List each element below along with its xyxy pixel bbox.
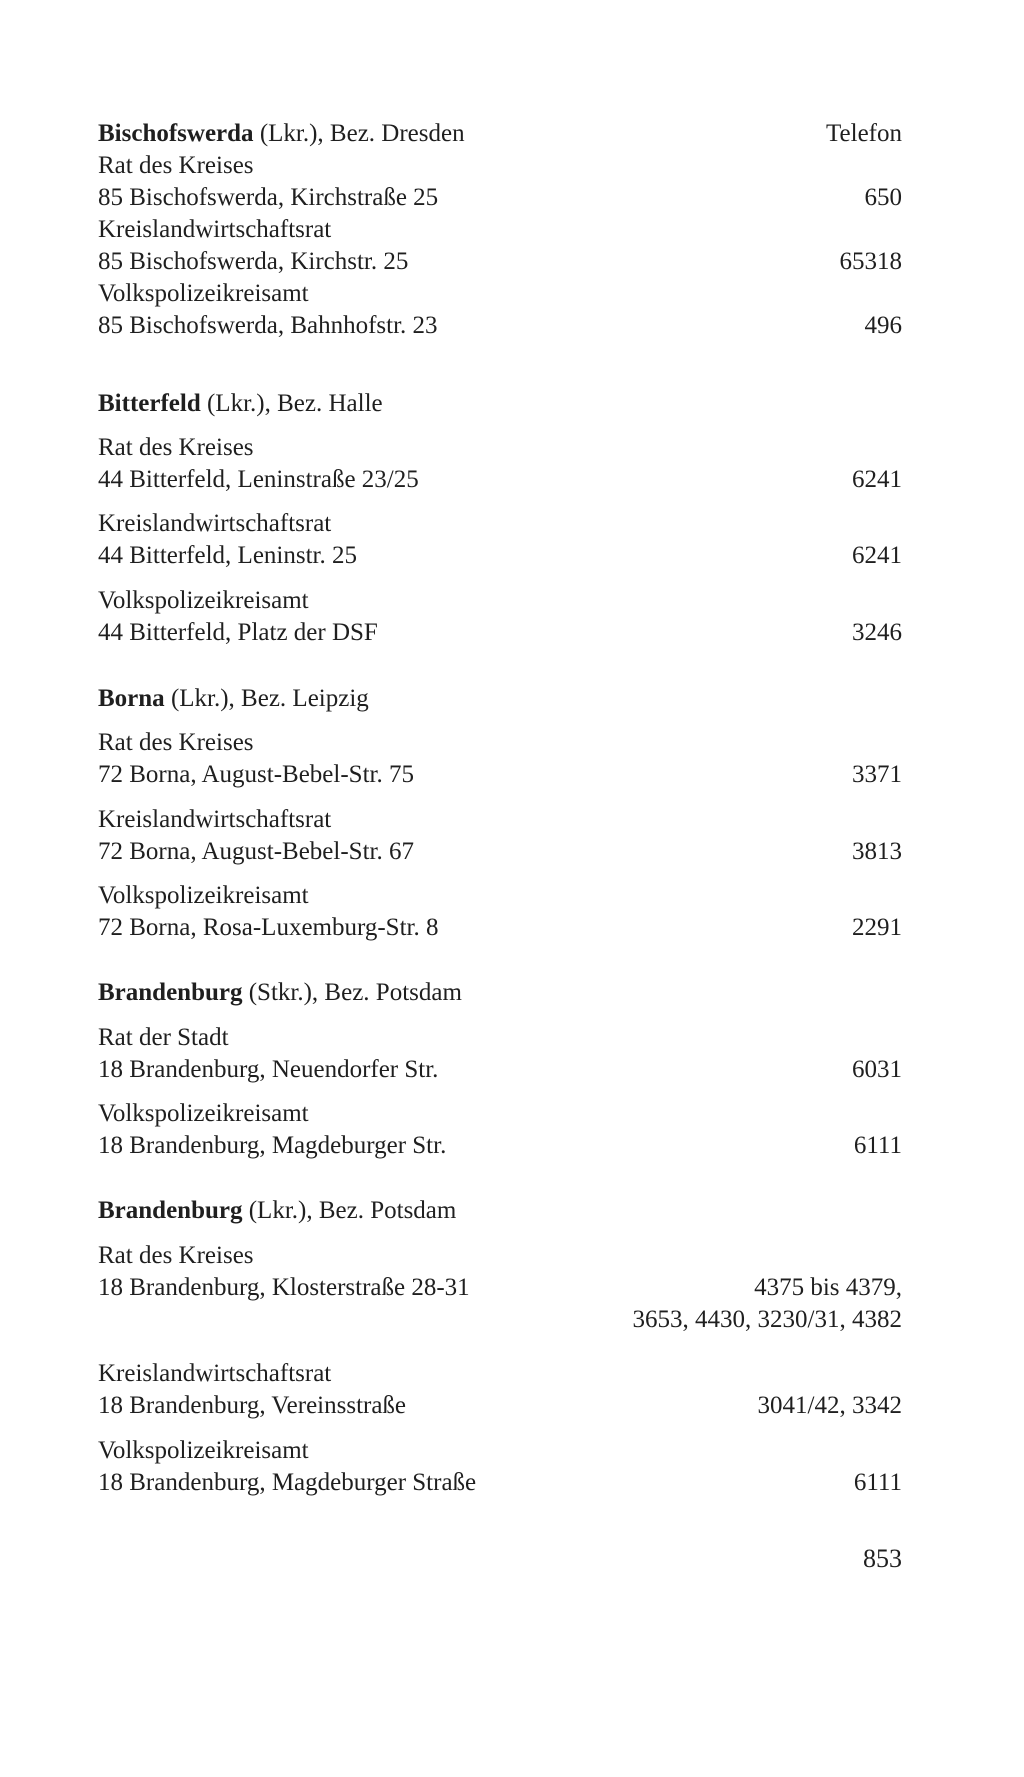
- office-row: [98, 617, 902, 649]
- office-phone: 2291: [852, 914, 902, 941]
- office-phone: 3371: [852, 761, 902, 788]
- office-row: [98, 1390, 902, 1422]
- office-address: 44 Bitterfeld, Leninstr. 25: [98, 542, 357, 569]
- office-address: 18 Brandenburg, Vereinsstraße: [98, 1392, 407, 1419]
- office-phone-continued: 3653, 4430, 3230/31, 4382: [632, 1306, 902, 1333]
- office-phone: 650: [864, 184, 902, 211]
- office-row: [98, 1467, 902, 1499]
- office-phone: 3813: [852, 838, 902, 865]
- district-name: Brandenburg: [98, 979, 243, 1006]
- office-row: [98, 1272, 902, 1304]
- district-name: Bitterfeld: [98, 390, 201, 417]
- district-heading: [98, 683, 902, 715]
- office-phone: 6031: [852, 1056, 902, 1083]
- office-row-continued: [98, 1304, 902, 1336]
- office-phone: 3246: [852, 619, 902, 646]
- office-org: Kreislandwirtschaftsrat: [98, 1360, 332, 1387]
- office-row: [98, 310, 902, 342]
- district-heading: [98, 118, 902, 150]
- office-address: 72 Borna, August-Bebel-Str. 67: [98, 838, 414, 865]
- office-row: [98, 540, 902, 572]
- office-address: 85 Bischofswerda, Kirchstr. 25: [98, 248, 409, 275]
- office-address: 72 Borna, Rosa-Luxemburg-Str. 8: [98, 914, 439, 941]
- office-org: Kreislandwirtschaftsrat: [98, 510, 332, 537]
- telefon-column-label: Telefon: [826, 120, 902, 147]
- office-row: [98, 759, 902, 791]
- office-phone: 6241: [852, 542, 902, 569]
- office-phone: 496: [864, 312, 902, 339]
- page-number: 853: [863, 1544, 902, 1573]
- office-row: [98, 464, 902, 496]
- office-org: Volkspolizeikreisamt: [98, 1100, 309, 1127]
- office-org: Kreislandwirtschaftsrat: [98, 806, 332, 833]
- office-address: 85 Bischofswerda, Kirchstraße 25: [98, 184, 439, 211]
- office-phone: 6111: [853, 1132, 902, 1159]
- office-org: Rat des Kreises: [98, 434, 254, 461]
- office-row: [98, 1130, 902, 1162]
- office-row: [98, 246, 902, 278]
- district-heading: [98, 977, 902, 1009]
- office-org: Volkspolizeikreisamt: [98, 587, 309, 614]
- directory-page: [98, 0, 902, 1777]
- district-suffix: (Stkr.), Bez. Potsdam: [242, 979, 462, 1006]
- district-name: Brandenburg: [98, 1197, 243, 1224]
- district-suffix: (Lkr.), Bez. Halle: [200, 390, 383, 417]
- office-phone: 6241: [852, 466, 902, 493]
- office-address: 85 Bischofswerda, Bahnhofstr. 23: [98, 312, 438, 339]
- office-phone: 6111: [853, 1469, 902, 1496]
- office-row: [98, 836, 902, 868]
- district-suffix: (Lkr.), Bez. Leipzig: [164, 685, 369, 712]
- office-org: Rat der Stadt: [98, 1024, 229, 1051]
- office-row: [98, 912, 902, 944]
- district-suffix: (Lkr.), Bez. Dresden: [253, 120, 465, 147]
- district-suffix: (Lkr.), Bez. Potsdam: [242, 1197, 457, 1224]
- office-row: [98, 182, 902, 214]
- district-heading: [98, 388, 902, 420]
- office-address: 44 Bitterfeld, Platz der DSF: [98, 619, 378, 646]
- office-org: Kreislandwirtschaftsrat: [98, 216, 332, 243]
- office-org: Rat des Kreises: [98, 729, 254, 756]
- office-address: 72 Borna, August-Bebel-Str. 75: [98, 761, 414, 788]
- office-address: 18 Brandenburg, Magdeburger Str.: [98, 1132, 447, 1159]
- district-name: Bischofswerda: [98, 120, 254, 147]
- office-org: Rat des Kreises: [98, 152, 254, 179]
- office-org: Volkspolizeikreisamt: [98, 280, 309, 307]
- office-address: 18 Brandenburg, Magdeburger Straße: [98, 1469, 477, 1496]
- office-phone: 4375 bis 4379,: [754, 1274, 902, 1301]
- office-address: 18 Brandenburg, Klosterstraße 28-31: [98, 1274, 470, 1301]
- office-phone: 3041/42, 3342: [757, 1392, 902, 1419]
- office-org: Rat des Kreises: [98, 1242, 254, 1269]
- office-org: Volkspolizeikreisamt: [98, 882, 309, 909]
- district-name: Borna: [98, 685, 165, 712]
- office-phone: 65318: [839, 248, 902, 275]
- office-org: Volkspolizeikreisamt: [98, 1437, 309, 1464]
- office-address: 18 Brandenburg, Neuendorfer Str.: [98, 1056, 439, 1083]
- office-row: [98, 1054, 902, 1086]
- district-heading: [98, 1195, 902, 1227]
- office-address: 44 Bitterfeld, Leninstraße 23/25: [98, 466, 419, 493]
